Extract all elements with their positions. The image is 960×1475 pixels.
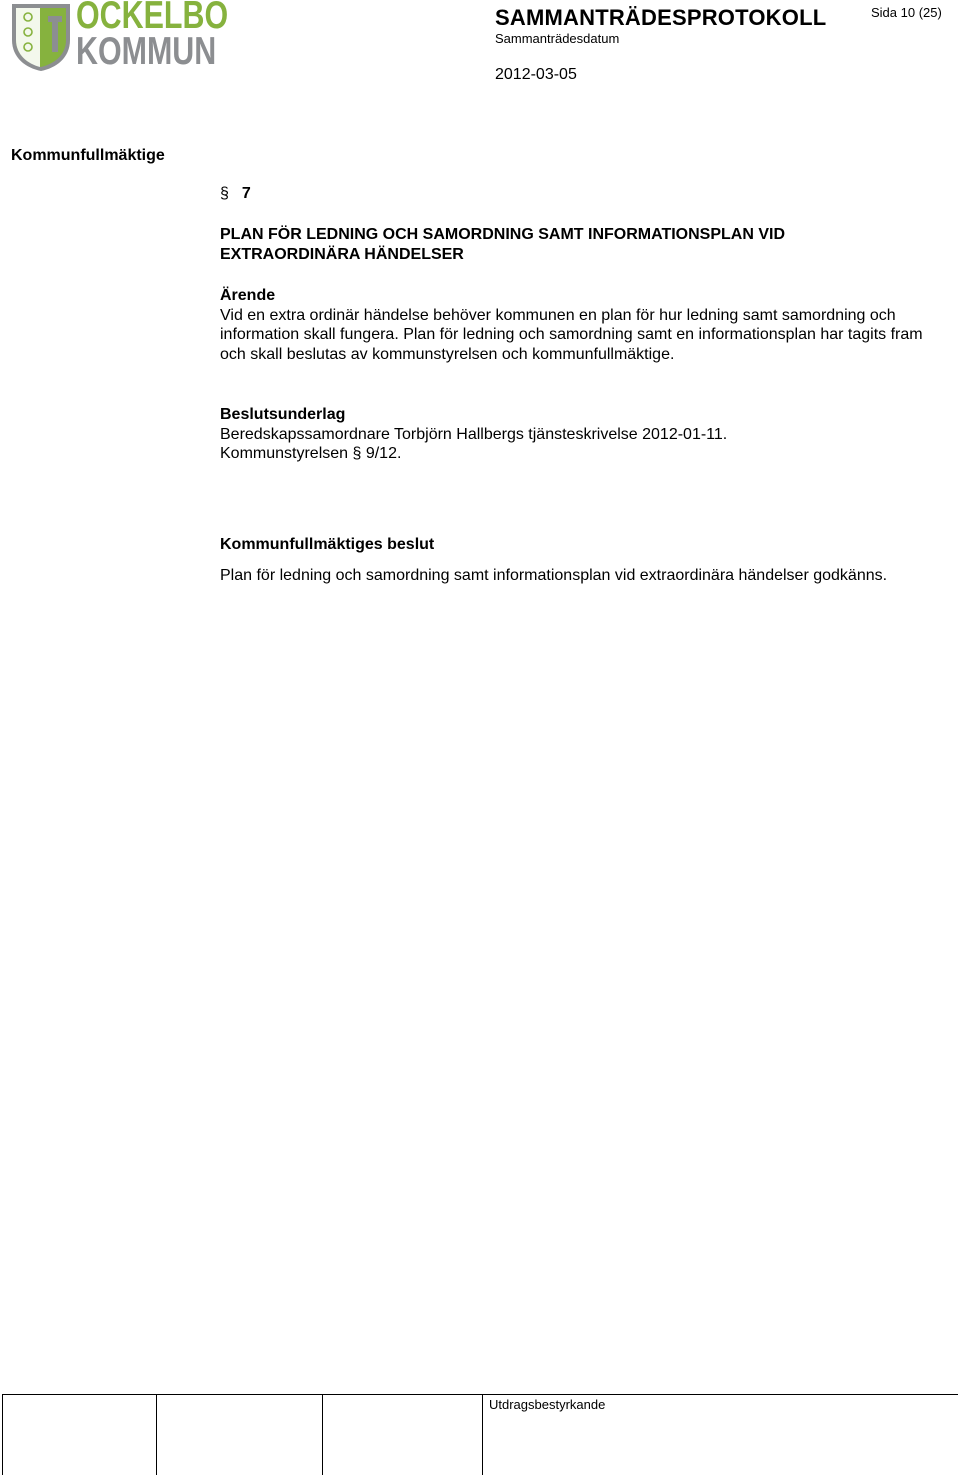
logo-line-ockelbo: OCKELBO xyxy=(76,0,229,37)
paragraph-line: information skall fungera. Plan för ledning och samordning samt en informationsplan har tagits fram xyxy=(220,326,923,344)
item-heading-line: PLAN FÖR LEDNING OCH SAMORDNING SAMT INFORMATIONSPLAN VID xyxy=(220,226,786,243)
section-title: Kommunfullmäktiges beslut xyxy=(220,536,435,553)
paragraph-line: Beredskapssamordnare Torbjörn Hallbergs tjänsteskrivelse 2012-01-11. xyxy=(220,425,728,443)
date-label: Sammanträdesdatum xyxy=(495,31,620,46)
paragraph-number-value: 7 xyxy=(241,185,251,202)
meeting-date: 2012-03-05 xyxy=(495,66,577,83)
paragraph-line: Kommunstyrelsen § 9/12. xyxy=(220,445,402,463)
signature-footer xyxy=(2,1394,958,1475)
item-heading-line: EXTRAORDINÄRA HÄNDELSER xyxy=(220,245,464,263)
signature-box xyxy=(156,1395,157,1475)
section-beslut xyxy=(220,535,960,585)
municipality-logo xyxy=(10,0,229,73)
section-symbol: § xyxy=(220,185,229,202)
paragraph-line: och skall beslutas av kommunstyrelsen och kommunfullmäktige. xyxy=(220,345,675,363)
section-title: Beslutsunderlag xyxy=(220,406,346,423)
logo-line-kommun: KOMMUN xyxy=(76,30,217,73)
page-number: Sida 10 (25) xyxy=(871,5,942,20)
logo-wordmark xyxy=(76,0,229,73)
section-arende xyxy=(220,286,960,364)
item-heading xyxy=(220,225,960,264)
section-title: Ärende xyxy=(220,287,276,304)
signature-box xyxy=(482,1395,483,1475)
signature-box xyxy=(322,1395,323,1475)
document-title: SAMMANTRÄDESPROTOKOLL xyxy=(495,5,827,30)
decision-text: Plan för ledning och samordning samt informationsplan vid extraordinära händelser godkänns. xyxy=(220,566,888,584)
paragraph-number xyxy=(220,185,251,203)
body-name: Kommunfullmäktige xyxy=(11,147,165,164)
certification-label: Utdragsbestyrkande xyxy=(489,1397,606,1412)
paragraph-line: Vid en extra ordinär händelse behöver kommunen en plan för hur ledning samt samordning och xyxy=(220,306,896,324)
signature-box xyxy=(2,1395,3,1475)
coat-of-arms-icon xyxy=(10,2,72,72)
section-beslutsunderlag xyxy=(220,405,960,464)
